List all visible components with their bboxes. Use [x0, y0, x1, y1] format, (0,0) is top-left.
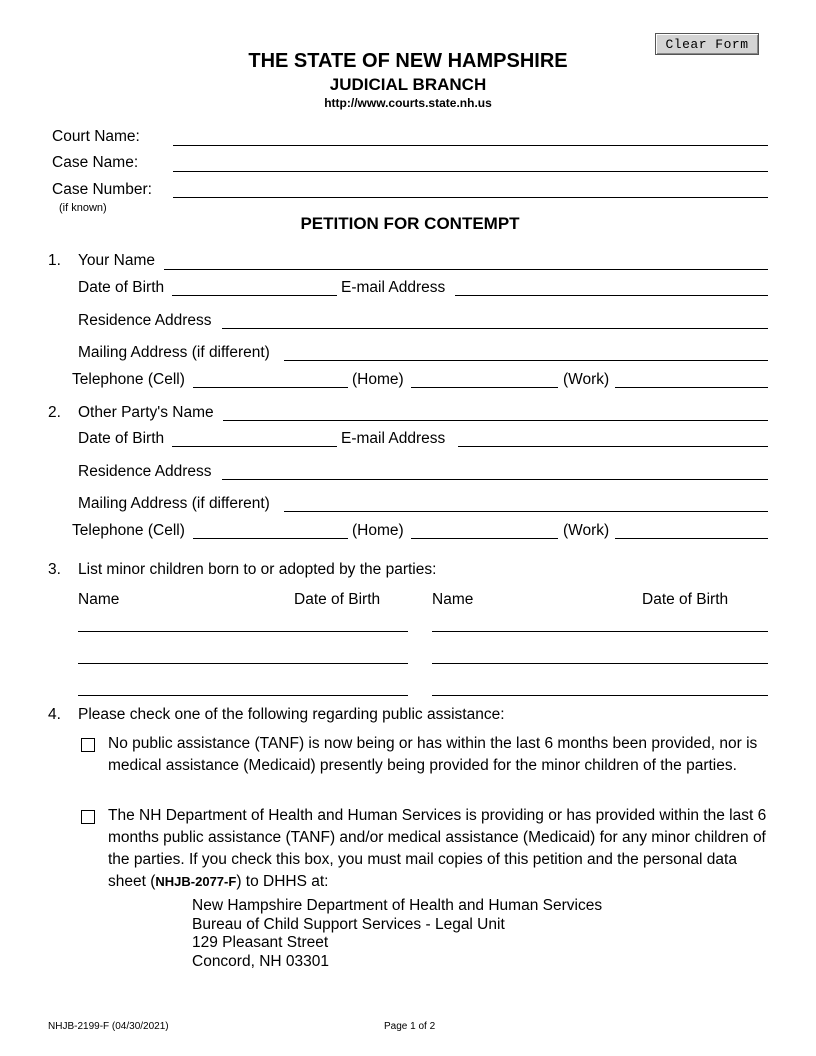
email-1-field[interactable] — [455, 295, 768, 296]
child-row-3-left[interactable] — [78, 695, 408, 696]
address-line-1: New Hampshire Department of Health and Human Services — [192, 897, 603, 914]
tel-work-2-field[interactable] — [615, 538, 768, 539]
court-name-label: Court Name: — [52, 128, 140, 145]
your-name-label: Your Name — [78, 252, 155, 269]
form-id: NHJB-2199-F (04/30/2021) — [48, 1021, 169, 1032]
tel-cell-2-field[interactable] — [193, 538, 348, 539]
section-1-number: 1. — [48, 252, 61, 269]
address-line-4: Concord, NH 03301 — [192, 952, 329, 970]
state-heading: THE STATE OF NEW HAMPSHIRE — [248, 50, 568, 72]
case-name-label: Case Name: — [52, 154, 139, 171]
residence-1-field[interactable] — [222, 328, 768, 329]
child-col-name-left: Name — [78, 591, 120, 608]
court-name-field[interactable] — [173, 145, 768, 146]
dob-1-field[interactable] — [172, 295, 337, 296]
email-2-field[interactable] — [458, 446, 768, 447]
residence-2-label: Residence Address — [78, 463, 212, 480]
section-4-number: 4. — [48, 706, 61, 723]
dhhs-assistance-text — [108, 805, 773, 893]
children-prompt: List minor children born to or adopted by the parties: — [78, 561, 437, 578]
mailing-2-label: Mailing Address (if different) — [78, 495, 270, 512]
child-row-2-left[interactable] — [78, 663, 408, 664]
tel-work-2-label: (Work) — [563, 522, 610, 539]
personal-data-sheet-form-id: NHJB-2077-F — [155, 874, 237, 889]
dhhs-address — [192, 897, 602, 971]
mailing-1-label: Mailing Address (if different) — [78, 344, 270, 361]
child-row-2-right[interactable] — [432, 663, 768, 664]
no-assistance-text: No public assistance (TANF) is now being or has within the last 6 months been provided, nor is medical assistance (Medicaid) presently being provided for the minor children of the parties. — [108, 735, 758, 774]
assistance-prompt: Please check one of the following regarding public assistance: — [78, 706, 505, 723]
page-number: Page 1 of 2 — [384, 1021, 436, 1032]
child-row-3-right[interactable] — [432, 695, 768, 696]
address-line-3: 129 Pleasant Street — [192, 934, 329, 951]
case-name-field[interactable] — [173, 171, 768, 172]
petition-title: PETITION FOR CONTEMPT — [300, 214, 520, 233]
dhhs-assistance-checkbox[interactable] — [81, 810, 95, 824]
clear-form-button[interactable]: Clear Form — [655, 33, 759, 55]
residence-2-field[interactable] — [222, 479, 768, 480]
child-col-dob-right: Date of Birth — [642, 591, 729, 608]
dhhs-text-before: The NH Department of Health and Human Services is providing or has provided within the last 6 months public assistance (TANF) and/or medical assistance (Medicaid) for any minor children of the parties. If you check this box, you must mail copies of this petition and the personal data sheet ( — [108, 807, 767, 890]
mailing-1-field[interactable] — [284, 360, 768, 361]
mailing-2-field[interactable] — [284, 511, 768, 512]
tel-cell-2-label: Telephone (Cell) — [72, 522, 185, 539]
tel-home-2-label: (Home) — [352, 522, 404, 539]
dob-1-label: Date of Birth — [78, 279, 165, 296]
email-1-label: E-mail Address — [341, 279, 446, 296]
court-url: http://www.courts.state.nh.us — [324, 96, 492, 110]
tel-work-1-field[interactable] — [615, 387, 768, 388]
tel-work-1-label: (Work) — [563, 371, 610, 388]
dhhs-text-after: ) to DHHS at: — [236, 873, 329, 890]
email-2-label: E-mail Address — [341, 430, 446, 447]
case-number-label: Case Number: — [52, 181, 152, 198]
dob-2-field[interactable] — [172, 446, 337, 447]
your-name-field[interactable] — [164, 269, 768, 270]
address-line-2: Bureau of Child Support Services - Legal Unit — [192, 915, 505, 933]
other-name-field[interactable] — [223, 420, 768, 421]
child-col-name-right: Name — [432, 591, 474, 608]
tel-home-1-field[interactable] — [411, 387, 558, 388]
child-col-dob-left: Date of Birth — [294, 591, 381, 608]
residence-1-label: Residence Address — [78, 312, 212, 329]
tel-home-1-label: (Home) — [352, 371, 404, 388]
section-2-number: 2. — [48, 404, 61, 421]
child-row-1-left[interactable] — [78, 631, 408, 632]
branch-heading: JUDICIAL BRANCH — [329, 75, 487, 94]
section-3-number: 3. — [48, 561, 61, 578]
other-name-label: Other Party's Name — [78, 404, 214, 421]
tel-cell-1-field[interactable] — [193, 387, 348, 388]
case-number-field[interactable] — [173, 197, 768, 198]
tel-cell-1-label: Telephone (Cell) — [72, 371, 185, 388]
dob-2-label: Date of Birth — [78, 430, 165, 447]
if-known-note: (if known) — [59, 202, 107, 214]
no-assistance-checkbox[interactable] — [81, 738, 95, 752]
child-row-1-right[interactable] — [432, 631, 768, 632]
tel-home-2-field[interactable] — [411, 538, 558, 539]
